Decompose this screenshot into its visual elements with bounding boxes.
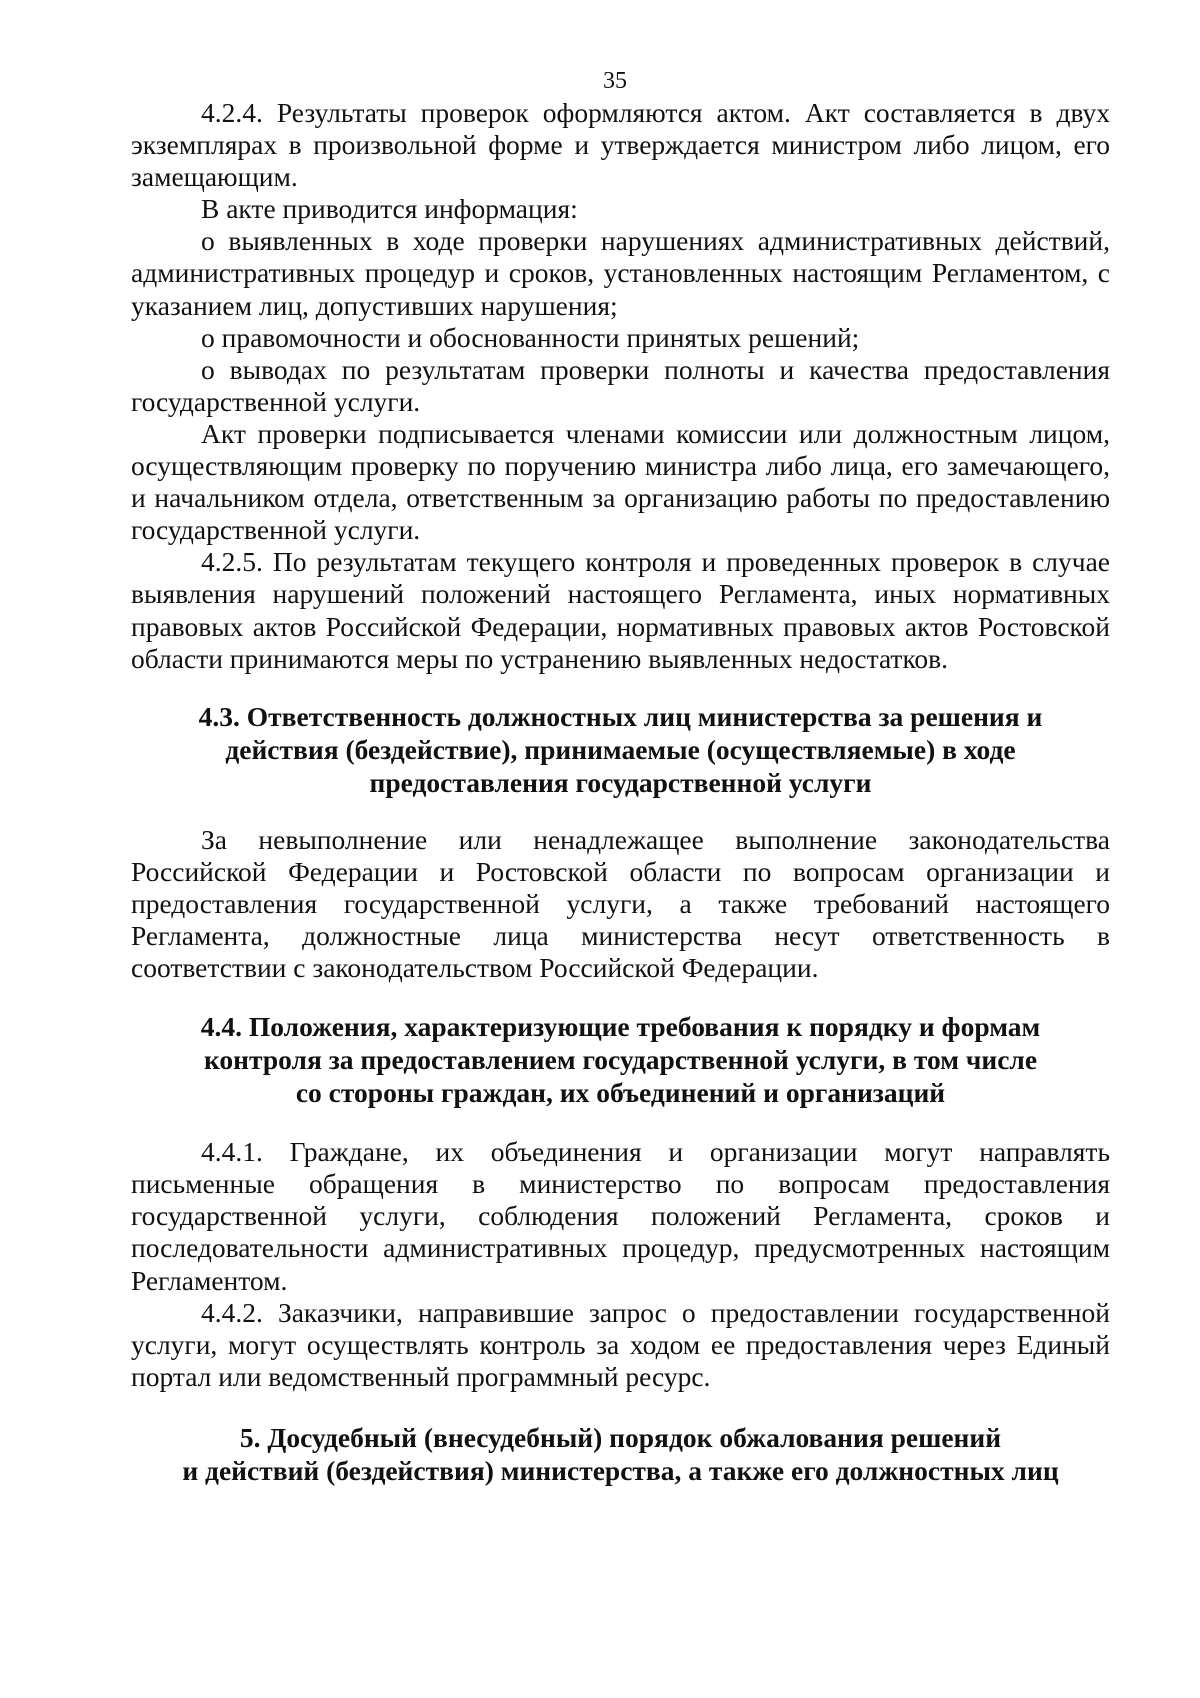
section-heading-4-3 — [131, 700, 1110, 799]
section-heading-4-4 — [131, 1010, 1110, 1109]
heading-line: 5. Досудебный (внесудебный) порядок обжалования решений — [239, 1421, 1002, 1453]
paragraph-legitimacy: о правомочности и обоснованности принятых решений; — [201, 321, 860, 353]
document-body — [131, 97, 1110, 1487]
heading-line: предоставления государственной услуги — [369, 766, 872, 798]
paragraph-act-info: В акте приводится информация: — [201, 193, 578, 225]
heading-line: контроля за предоставлением государственной услуги, в том числе — [203, 1044, 1038, 1076]
paragraph-violations: о выявленных в ходе проверки нарушениях административных действий, административных процедур и сроков, установленных настоящим Регламентом, с указанием лиц, допустивших нарушения; — [131, 225, 1110, 321]
paragraph-4-4-1: 4.4.1. Граждане, их объединения и организации могут направлять письменные обращения в министерство по вопросам предоставления государственной услуги, соблюдения положений Регламента, сроков и последовательности административных процедур, предусмотренных настоящим Регламентом. — [131, 1136, 1110, 1296]
section-heading-5 — [131, 1421, 1110, 1487]
paragraph-act-signing: Акт проверки подписывается членами комиссии или должностным лицом, осуществляющим проверку по поручению министра либо лица, его замечающего, и начальником отдела, ответственным за организацию работы по предоставлению государственной услуги. — [131, 417, 1110, 546]
heading-line: 4.4. Положения, характеризующие требования к порядку и формам — [200, 1011, 1041, 1043]
heading-line: действия (бездействие), принимаемые (осуществляемые) в ходе — [225, 733, 1016, 765]
paragraph-4-2-5: 4.2.5. По результатам текущего контроля и проведенных проверок в случае выявления нарушений положений настоящего Регламента, иных нормативных правовых актов Российской Федерации, нормативных правовых актов Ростовской области принимаются меры по устранению выявленных недостатков. — [131, 546, 1110, 674]
paragraph-conclusions: о выводах по результатам проверки полноты и качества предоставления государственной услуги. — [131, 353, 1110, 417]
paragraph-4-4-2: 4.4.2. Заказчики, направившие запрос о предоставлении государственной услуги, могут осуществлять контроль за ходом ее предоставления через Единый портал или ведомственный программный ресурс. — [131, 1296, 1110, 1392]
page-number: 35 — [603, 68, 627, 94]
heading-line: 4.3. Ответственность должностных лиц министерства за решения и — [198, 700, 1043, 732]
paragraph-responsibility: За невыполнение или ненадлежащее выполнение законодательства Российской Федерации и Ростовской области по вопросам организации и предоставления государственной услуги, а также требований настоящего Регламента, должностные лица министерства несут ответственность в соответствии с законодательством Российской Федерации. — [131, 823, 1110, 984]
heading-line: и действий (бездействия) министерства, а также его должностных лиц — [182, 1454, 1059, 1486]
paragraph-4-2-4: 4.2.4. Результаты проверок оформляются актом. Акт составляется в двух экземплярах в произвольной форме и утверждается министром либо лицом, его замещающим. — [131, 97, 1110, 193]
heading-line: со стороны граждан, их объединений и организаций — [295, 1077, 946, 1109]
